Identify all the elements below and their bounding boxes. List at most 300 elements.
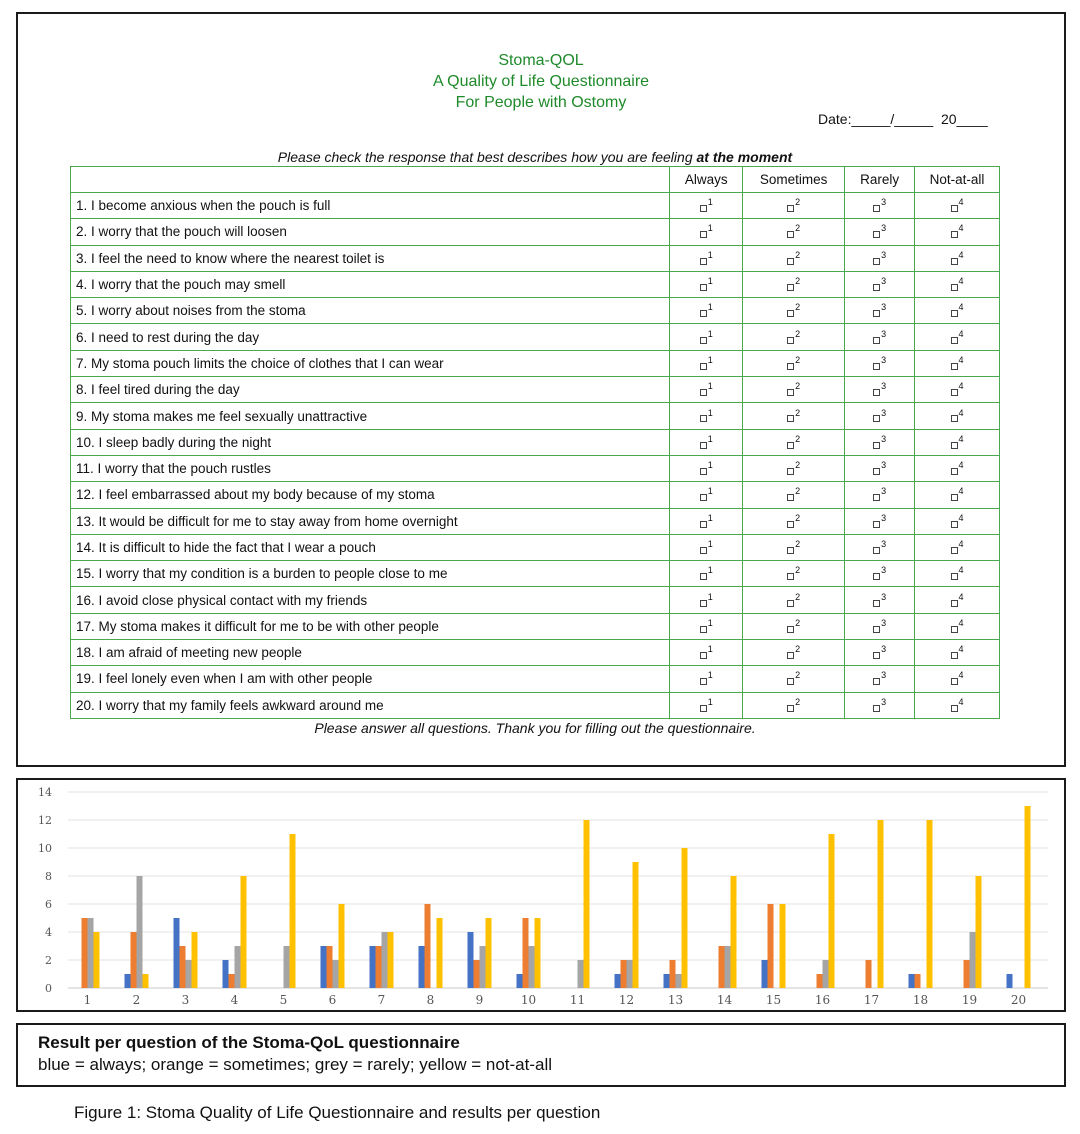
bar-rarely	[676, 974, 682, 988]
checkbox-icon[interactable]	[787, 626, 794, 633]
checkbox-icon[interactable]	[873, 468, 880, 475]
answer-cell[interactable]	[743, 429, 845, 455]
answer-cell[interactable]	[670, 666, 743, 692]
bar-always	[468, 932, 474, 988]
checkbox-icon[interactable]	[873, 442, 880, 449]
answer-cell[interactable]	[915, 271, 1000, 297]
checkbox-icon[interactable]	[787, 600, 794, 607]
answer-cell[interactable]	[915, 613, 1000, 639]
option-number: 1	[707, 512, 713, 523]
instruction-prefix: Please check the response that best describes how you are feeling	[277, 149, 697, 165]
answer-cell[interactable]	[845, 455, 915, 481]
checkbox-icon[interactable]	[873, 494, 880, 501]
checkbox-icon[interactable]	[700, 652, 707, 659]
checkbox-icon[interactable]	[951, 258, 958, 265]
bar-sometimes	[523, 918, 529, 988]
title-line-2: A Quality of Life Questionnaire	[432, 73, 650, 90]
answer-cell[interactable]	[743, 666, 845, 692]
caption-legend: blue = always; orange = sometimes; grey = rarely; yellow = not-at-all	[38, 1055, 553, 1074]
answer-cell[interactable]	[670, 377, 743, 403]
answer-cell[interactable]	[845, 193, 915, 219]
answer-cell[interactable]	[915, 455, 1000, 481]
option-number: 3	[881, 591, 887, 602]
answer-cell[interactable]	[743, 377, 845, 403]
checkbox-icon[interactable]	[873, 705, 880, 712]
answer-cell[interactable]	[845, 561, 915, 587]
option-number: 2	[795, 354, 801, 365]
checkbox-icon[interactable]	[700, 494, 707, 501]
checkbox-icon[interactable]	[873, 231, 880, 238]
question-text: 20. I worry that my family feels awkward around me	[71, 692, 670, 718]
option-number: 3	[881, 696, 887, 707]
answer-cell[interactable]	[743, 455, 845, 481]
checkbox-icon[interactable]	[787, 468, 794, 475]
checkbox-icon[interactable]	[787, 363, 794, 370]
bar-not-at-all	[94, 932, 100, 988]
answer-cell[interactable]	[915, 587, 1000, 613]
checkbox-icon[interactable]	[787, 652, 794, 659]
option-number: 4	[958, 197, 964, 208]
checkbox-icon[interactable]	[951, 310, 958, 317]
bar-not-at-all	[976, 876, 982, 988]
bar-sometimes	[768, 904, 774, 988]
checkbox-icon[interactable]	[787, 389, 794, 396]
bar-always	[125, 974, 131, 988]
option-number: 2	[795, 381, 801, 392]
option-number: 3	[881, 617, 887, 628]
bar-sometimes	[474, 960, 480, 988]
answer-cell[interactable]	[670, 455, 743, 481]
answer-cell[interactable]	[915, 324, 1000, 350]
answer-cell[interactable]	[915, 482, 1000, 508]
answer-cell[interactable]	[670, 587, 743, 613]
option-number: 3	[881, 486, 887, 497]
checkbox-icon[interactable]	[787, 442, 794, 449]
question-text: 9. My stoma makes me feel sexually unattractive	[71, 403, 670, 429]
option-number: 4	[958, 696, 964, 707]
answer-cell[interactable]	[915, 219, 1000, 245]
option-number: 1	[707, 407, 713, 418]
option-number: 2	[795, 407, 801, 418]
answer-cell[interactable]	[845, 613, 915, 639]
question-row	[71, 298, 1000, 324]
answer-cell[interactable]	[845, 377, 915, 403]
results-chart-panel	[16, 778, 1066, 1012]
answer-cell[interactable]	[743, 298, 845, 324]
y-tick-label: 4	[45, 926, 52, 939]
checkbox-icon[interactable]	[873, 626, 880, 633]
answer-cell[interactable]	[670, 350, 743, 376]
question-text: 18. I am afraid of meeting new people	[71, 640, 670, 666]
instruction-emphasis: at the moment	[696, 149, 793, 165]
answer-cell[interactable]	[845, 508, 915, 534]
checkbox-icon[interactable]	[873, 337, 880, 344]
header-question	[71, 167, 670, 193]
bar-not-at-all	[829, 834, 835, 988]
checkbox-icon[interactable]	[951, 468, 958, 475]
option-number: 2	[795, 565, 801, 576]
answer-cell[interactable]	[743, 692, 845, 718]
checkbox-icon[interactable]	[951, 284, 958, 291]
answer-cell[interactable]	[670, 429, 743, 455]
bar-always	[664, 974, 670, 988]
answer-cell[interactable]	[845, 666, 915, 692]
answer-cell[interactable]	[915, 640, 1000, 666]
bar-sometimes	[425, 904, 431, 988]
questionnaire-title	[18, 50, 1064, 113]
x-tick-label: 16	[814, 993, 831, 1007]
answer-cell[interactable]	[915, 534, 1000, 560]
answer-cell[interactable]	[670, 482, 743, 508]
bar-rarely	[235, 946, 241, 988]
checkbox-icon[interactable]	[873, 573, 880, 580]
checkbox-icon[interactable]	[951, 573, 958, 580]
checkbox-icon[interactable]	[787, 547, 794, 554]
bar-sometimes	[817, 974, 823, 988]
answer-cell[interactable]	[670, 692, 743, 718]
checkbox-icon[interactable]	[951, 521, 958, 528]
checkbox-icon[interactable]	[700, 363, 707, 370]
answer-cell[interactable]	[743, 245, 845, 271]
answer-cell[interactable]	[743, 640, 845, 666]
checkbox-icon[interactable]	[951, 600, 958, 607]
answer-cell[interactable]	[915, 298, 1000, 324]
x-tick-label: 10	[520, 993, 537, 1007]
answer-cell[interactable]	[845, 271, 915, 297]
option-number: 3	[881, 197, 887, 208]
checkbox-icon[interactable]	[787, 205, 794, 212]
checkbox-icon[interactable]	[787, 415, 794, 422]
option-number: 2	[795, 539, 801, 549]
answer-cell[interactable]	[743, 508, 845, 534]
option-number: 3	[881, 670, 887, 681]
answer-cell[interactable]	[845, 403, 915, 429]
answer-cell[interactable]	[845, 298, 915, 324]
answer-cell[interactable]	[915, 350, 1000, 376]
answer-cell[interactable]	[845, 534, 915, 560]
option-number: 2	[795, 223, 801, 234]
answer-cell[interactable]	[743, 613, 845, 639]
y-tick-label: 8	[45, 870, 52, 883]
question-row	[71, 692, 1000, 718]
answer-cell[interactable]	[670, 534, 743, 560]
option-number: 3	[881, 276, 887, 287]
x-tick-label: 15	[765, 993, 782, 1007]
question-text: 4. I worry that the pouch may smell	[71, 271, 670, 297]
answer-cell[interactable]	[915, 666, 1000, 692]
option-number: 1	[707, 328, 713, 339]
answer-cell[interactable]	[915, 245, 1000, 271]
option-number: 1	[707, 249, 713, 260]
answer-cell[interactable]	[670, 613, 743, 639]
option-number: 3	[881, 223, 887, 234]
answer-cell[interactable]	[670, 561, 743, 587]
option-number: 4	[958, 591, 964, 602]
bar-rarely	[284, 946, 290, 988]
y-tick-label: 2	[45, 954, 52, 967]
option-number: 4	[958, 381, 964, 392]
x-tick-label: 2	[132, 993, 141, 1007]
answer-cell[interactable]	[845, 245, 915, 271]
bar-sometimes	[621, 960, 627, 988]
bar-not-at-all	[780, 904, 786, 988]
option-number: 2	[795, 696, 801, 707]
checkbox-icon[interactable]	[787, 337, 794, 344]
option-number: 4	[958, 565, 964, 576]
question-text: 6. I need to rest during the day	[71, 324, 670, 350]
checkbox-icon[interactable]	[951, 231, 958, 238]
answer-cell[interactable]	[845, 692, 915, 718]
option-number: 4	[958, 644, 964, 655]
checkbox-icon[interactable]	[787, 494, 794, 501]
checkbox-icon[interactable]	[873, 284, 880, 291]
checkbox-icon[interactable]	[873, 652, 880, 659]
question-text: 19. I feel lonely even when I am with other people	[71, 666, 670, 692]
bar-rarely	[823, 960, 829, 988]
title-line-1: Stoma-QOL	[498, 52, 584, 69]
question-row	[71, 403, 1000, 429]
question-row	[71, 193, 1000, 219]
checkbox-icon[interactable]	[951, 389, 958, 396]
checkbox-icon[interactable]	[873, 258, 880, 265]
option-number: 2	[795, 591, 801, 602]
option-number: 1	[707, 696, 713, 707]
checkbox-icon[interactable]	[700, 626, 707, 633]
option-number: 2	[795, 670, 801, 681]
question-row	[71, 455, 1000, 481]
option-number: 1	[707, 617, 713, 628]
question-row	[71, 271, 1000, 297]
header-rarely: Rarely	[845, 167, 915, 193]
answer-cell[interactable]	[743, 534, 845, 560]
x-tick-label: 20	[1010, 993, 1027, 1007]
option-number: 3	[881, 302, 887, 313]
answer-cell[interactable]	[670, 324, 743, 350]
answer-cell[interactable]	[743, 193, 845, 219]
bar-sometimes	[82, 918, 88, 988]
checkbox-icon[interactable]	[700, 705, 707, 712]
answer-cell[interactable]	[915, 403, 1000, 429]
answer-cell[interactable]	[670, 271, 743, 297]
results-bar-chart	[18, 780, 1064, 1010]
answer-cell[interactable]	[915, 561, 1000, 587]
x-tick-label: 5	[279, 993, 288, 1007]
bar-rarely	[480, 946, 486, 988]
option-number: 1	[707, 381, 713, 392]
question-text: 17. My stoma makes it difficult for me to be with other people	[71, 613, 670, 639]
answer-cell[interactable]	[743, 271, 845, 297]
option-number: 2	[795, 197, 801, 208]
checkbox-icon[interactable]	[873, 547, 880, 554]
checkbox-icon[interactable]	[951, 415, 958, 422]
checkbox-icon[interactable]	[951, 547, 958, 554]
y-tick-label: 14	[38, 786, 52, 799]
question-row	[71, 640, 1000, 666]
checkbox-icon[interactable]	[951, 626, 958, 633]
x-tick-label: 1	[83, 993, 92, 1007]
checkbox-icon[interactable]	[951, 205, 958, 212]
option-number: 4	[958, 354, 964, 365]
option-number: 2	[795, 249, 801, 260]
answer-cell[interactable]	[845, 429, 915, 455]
bar-rarely	[186, 960, 192, 988]
question-row	[71, 324, 1000, 350]
question-row	[71, 508, 1000, 534]
chart-caption-box	[16, 1023, 1066, 1087]
answer-cell[interactable]	[670, 193, 743, 219]
checkbox-icon[interactable]	[951, 494, 958, 501]
option-number: 4	[958, 223, 964, 234]
question-row	[71, 219, 1000, 245]
answer-cell[interactable]	[670, 403, 743, 429]
answer-cell[interactable]	[743, 324, 845, 350]
bar-not-at-all	[241, 876, 247, 988]
answer-cell[interactable]	[743, 350, 845, 376]
checkbox-icon[interactable]	[873, 389, 880, 396]
answer-cell[interactable]	[670, 219, 743, 245]
option-number: 2	[795, 512, 801, 523]
option-number: 1	[707, 460, 713, 471]
checkbox-icon[interactable]	[700, 205, 707, 212]
bar-not-at-all	[339, 904, 345, 988]
checkbox-icon[interactable]	[787, 284, 794, 291]
bar-not-at-all	[633, 862, 639, 988]
option-number: 2	[795, 302, 801, 313]
bar-rarely	[529, 946, 535, 988]
bar-not-at-all	[388, 932, 394, 988]
option-number: 3	[881, 381, 887, 392]
bar-not-at-all	[290, 834, 296, 988]
bar-always	[762, 960, 768, 988]
checkbox-icon[interactable]	[951, 363, 958, 370]
answer-cell[interactable]	[915, 193, 1000, 219]
bar-always	[615, 974, 621, 988]
checkbox-icon[interactable]	[951, 678, 958, 685]
checkbox-icon[interactable]	[787, 231, 794, 238]
checkbox-icon[interactable]	[700, 678, 707, 685]
checkbox-icon[interactable]	[951, 705, 958, 712]
checkbox-icon[interactable]	[873, 521, 880, 528]
bar-sometimes	[376, 946, 382, 988]
bar-always	[370, 946, 376, 988]
checkbox-icon[interactable]	[700, 258, 707, 265]
figure-caption: Figure 1: Stoma Quality of Life Questionnaire and results per question	[74, 1103, 601, 1122]
x-tick-label: 19	[961, 993, 978, 1007]
checkbox-icon[interactable]	[700, 337, 707, 344]
bar-rarely	[970, 932, 976, 988]
answer-cell[interactable]	[845, 350, 915, 376]
option-number: 4	[958, 302, 964, 313]
option-number: 1	[707, 354, 713, 365]
answer-cell[interactable]	[845, 587, 915, 613]
answer-cell[interactable]	[915, 508, 1000, 534]
checkbox-icon[interactable]	[700, 415, 707, 422]
checkbox-icon[interactable]	[873, 363, 880, 370]
answer-cell[interactable]	[670, 508, 743, 534]
checkbox-icon[interactable]	[787, 310, 794, 317]
x-tick-label: 11	[569, 993, 586, 1007]
checkbox-icon[interactable]	[787, 258, 794, 265]
option-number: 4	[958, 407, 964, 418]
checkbox-icon[interactable]	[700, 231, 707, 238]
answer-cell[interactable]	[915, 429, 1000, 455]
answer-cell[interactable]	[915, 692, 1000, 718]
header-sometimes: Sometimes	[743, 167, 845, 193]
question-row	[71, 482, 1000, 508]
checkbox-icon[interactable]	[700, 389, 707, 396]
option-number: 2	[795, 486, 801, 497]
answer-cell[interactable]	[743, 561, 845, 587]
bar-rarely	[725, 946, 731, 988]
bar-sometimes	[180, 946, 186, 988]
question-row	[71, 429, 1000, 455]
answer-cell[interactable]	[743, 403, 845, 429]
answer-cell[interactable]	[670, 640, 743, 666]
answer-cell[interactable]	[845, 219, 915, 245]
option-number: 2	[795, 644, 801, 655]
checkbox-icon[interactable]	[873, 205, 880, 212]
option-number: 4	[958, 276, 964, 287]
checkbox-icon[interactable]	[700, 310, 707, 317]
question-row	[71, 666, 1000, 692]
option-number: 3	[881, 249, 887, 260]
checkbox-icon[interactable]	[787, 705, 794, 712]
answer-cell[interactable]	[845, 482, 915, 508]
checkbox-icon[interactable]	[873, 678, 880, 685]
option-number: 3	[881, 512, 887, 523]
option-number: 3	[881, 354, 887, 365]
checkbox-icon[interactable]	[700, 442, 707, 449]
y-tick-label: 10	[38, 842, 52, 855]
answer-cell[interactable]	[743, 219, 845, 245]
answer-cell[interactable]	[670, 245, 743, 271]
checkbox-icon[interactable]	[951, 337, 958, 344]
checkbox-icon[interactable]	[951, 652, 958, 659]
answer-cell[interactable]	[845, 640, 915, 666]
checkbox-icon[interactable]	[700, 284, 707, 291]
option-number: 2	[795, 433, 801, 444]
question-row	[71, 561, 1000, 587]
checkbox-icon[interactable]	[873, 415, 880, 422]
header-always: Always	[670, 167, 743, 193]
option-number: 4	[958, 433, 964, 444]
answer-cell[interactable]	[915, 377, 1000, 403]
bar-rarely	[627, 960, 633, 988]
answer-cell[interactable]	[845, 324, 915, 350]
bar-always	[909, 974, 915, 988]
checkbox-icon[interactable]	[873, 310, 880, 317]
checkbox-icon[interactable]	[700, 573, 707, 580]
answer-cell[interactable]	[670, 298, 743, 324]
checkbox-icon[interactable]	[700, 521, 707, 528]
checkbox-icon[interactable]	[873, 600, 880, 607]
checkbox-icon[interactable]	[787, 521, 794, 528]
answer-cell[interactable]	[743, 482, 845, 508]
checkbox-icon[interactable]	[951, 442, 958, 449]
bar-always	[419, 946, 425, 988]
question-text: 2. I worry that the pouch will loosen	[71, 219, 670, 245]
bar-sometimes	[229, 974, 235, 988]
checkbox-icon[interactable]	[700, 468, 707, 475]
bar-not-at-all	[192, 932, 198, 988]
checkbox-icon[interactable]	[787, 573, 794, 580]
date-field: Date:_____/_____ 20____	[818, 111, 988, 127]
checkbox-icon[interactable]	[700, 600, 707, 607]
checkbox-icon[interactable]	[700, 547, 707, 554]
bar-not-at-all	[584, 820, 590, 988]
answer-cell[interactable]	[743, 587, 845, 613]
checkbox-icon[interactable]	[787, 678, 794, 685]
